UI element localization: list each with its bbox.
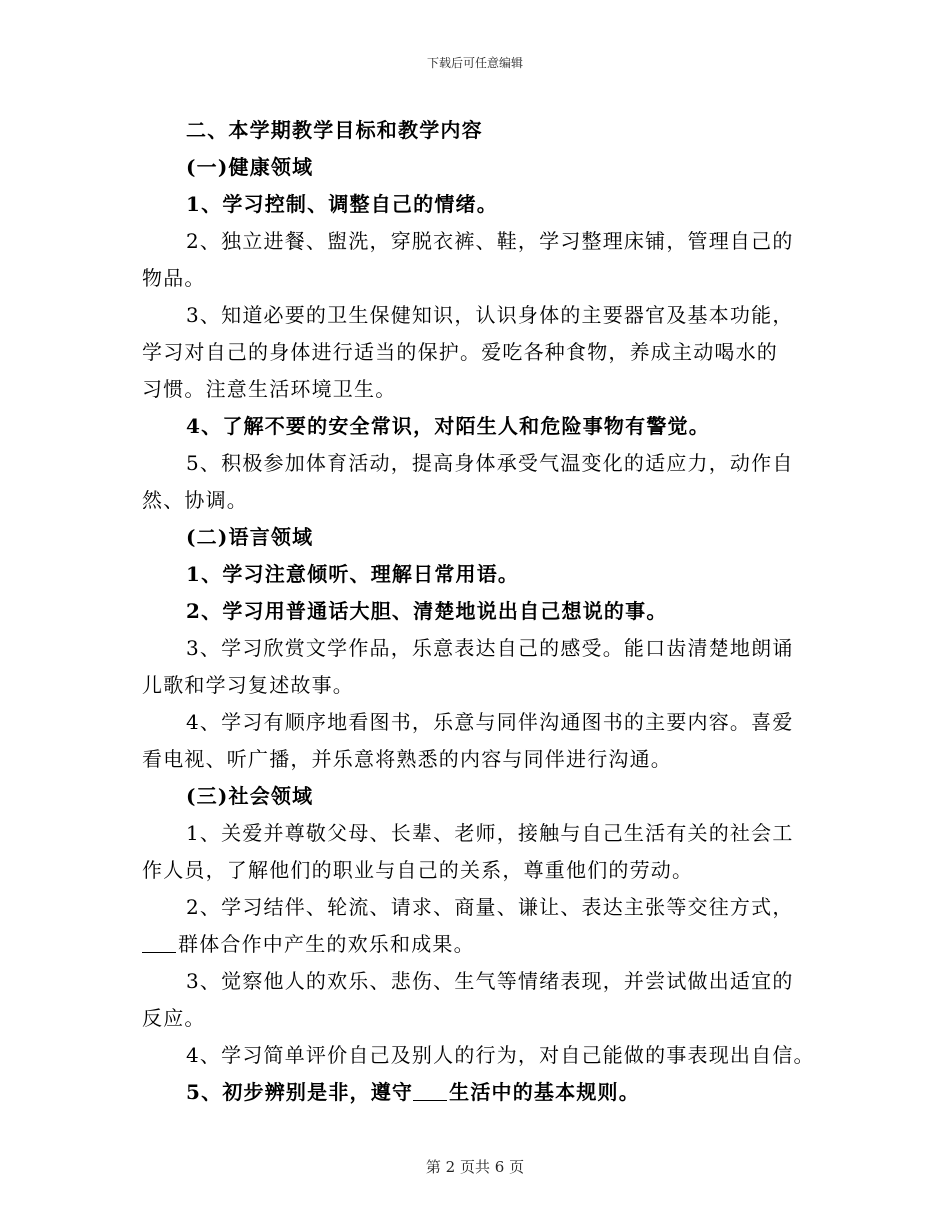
- document-body: [142, 112, 815, 1111]
- line-text: 5、初步辨别是非，遵守: [186, 1080, 414, 1104]
- subsection-heading: (二)语言领域: [186, 525, 314, 549]
- list-item: 1、关爱并尊敬父母、长辈、老师，接触与自己生活有关的社会工: [186, 821, 794, 845]
- line-text: 群体合作中产生的欢乐和成果。: [178, 932, 475, 956]
- list-item-continuation: 学习对自己的身体进行适当的保护。爱吃各种食物，养成主动喝水的: [142, 340, 778, 364]
- list-item-continuation: 看电视、听广播，并乐意将熟悉的内容与同伴进行沟通。: [142, 747, 672, 771]
- list-item: 4、学习有顺序地看图书，乐意与同伴沟通图书的主要内容。喜爱: [186, 710, 794, 734]
- list-item: 2、学习结伴、轮流、请求、商量、谦让、表达主张等交往方式，: [186, 895, 794, 919]
- page-footer: 第 2 页共 6 页: [425, 1158, 525, 1176]
- page-header: 下载后可任意编辑: [426, 56, 523, 70]
- list-item-continuation: 然、协调。: [142, 488, 248, 512]
- list-item: 1、学习注意倾听、理解日常用语。: [186, 562, 520, 586]
- fill-blank: [413, 1082, 447, 1101]
- list-item-continuation: 物品。: [142, 266, 206, 290]
- list-item: 1、学习控制、调整自己的情绪。: [186, 192, 498, 216]
- list-item-continuation: 作人员，了解他们的职业与自己的关系，尊重他们的劳动。: [142, 858, 694, 882]
- list-item: 2、学习用普通话大胆、清楚地说出自己想说的事。: [186, 599, 668, 623]
- list-item-continuation: 习惯。注意生活环境卫生。: [142, 377, 397, 401]
- list-item-continuation: 儿歌和学习复述故事。: [142, 673, 354, 697]
- subsection-heading: (一)健康领域: [186, 155, 314, 179]
- list-item: 3、觉察他人的欢乐、悲伤、生气等情绪表现，并尝试做出适宜的: [186, 969, 794, 993]
- list-item-continuation: [142, 926, 810, 963]
- list-item: 3、知道必要的卫生保健知识，认识身体的主要器官及基本功能，: [186, 303, 794, 327]
- list-item: 4、了解不要的安全常识，对陌生人和危险事物有警觉。: [186, 414, 710, 438]
- list-item-continuation: 反应。: [142, 1006, 206, 1030]
- line-text: 生活中的基本规则。: [449, 1080, 640, 1104]
- section-heading: 二、本学期教学目标和教学内容: [186, 118, 483, 142]
- list-item: 2、独立进餐、盥洗，穿脱衣裤、鞋，学习整理床铺，管理自己的: [186, 229, 794, 253]
- list-item: 5、积极参加体育活动，提高身体承受气温变化的适应力，动作自: [186, 451, 794, 475]
- list-item: 3、学习欣赏文学作品，乐意表达自己的感受。能口齿清楚地朗诵: [186, 636, 794, 660]
- list-item: [142, 1074, 810, 1111]
- subsection-heading: (三)社会领域: [186, 784, 314, 808]
- list-item: 4、学习简单评价自己及别人的行为，对自己能做的事表现出自信。: [186, 1043, 815, 1067]
- fill-blank: [142, 934, 176, 953]
